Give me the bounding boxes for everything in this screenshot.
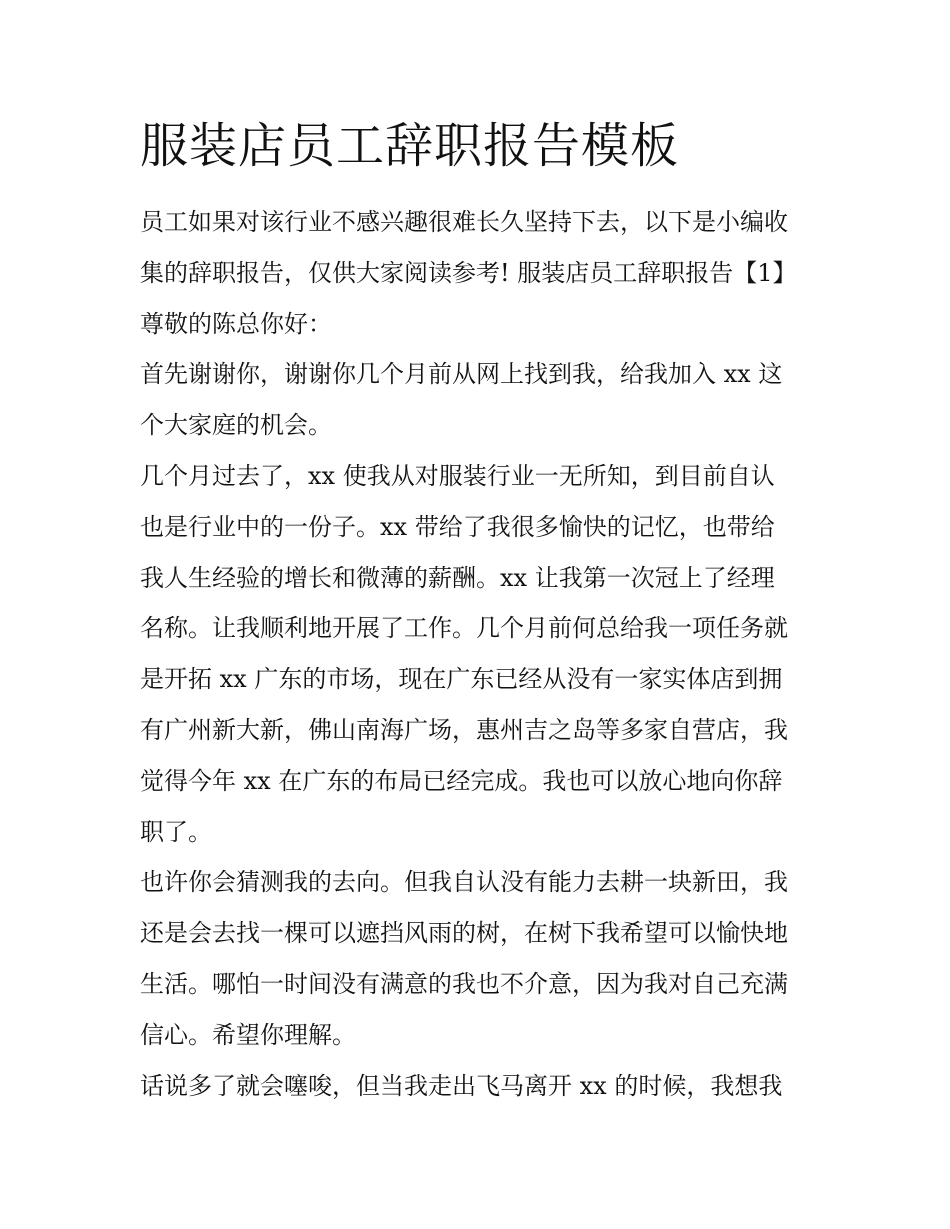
body-line: 信心。希望你理解。 [140,1020,356,1049]
body-line: 话说多了就会噻唆，但当我走出飞马离开 xx 的时候，我想我 [140,1071,783,1100]
document-body [140,197,820,1111]
body-line: 几个月过去了，xx 使我从对服装行业一无所知，到目前自认 [140,461,775,490]
body-line: 也许你会猜测我的去向。但我自认没有能力去耕一块新田，我 [140,868,788,897]
body-line: 是开拓 xx 广东的市场，现在广东已经从没有一家实体店到拥 [140,665,783,694]
body-line: 集的辞职报告，仅供大家阅读参考! 服装店员工辞职报告【1】 [140,258,797,287]
document-title: 服装店员工辞职报告模板 [140,118,680,174]
body-line: 还是会去找一棵可以遮挡风雨的树，在树下我希望可以愉快地 [140,919,788,948]
body-line: 职了。 [140,817,212,846]
body-line: 个大家庭的机会。 [140,411,332,440]
body-line: 我人生经验的增长和微薄的薪酬。xx 让我第一次冠上了经理 [140,563,775,592]
body-line: 员工如果对该行业不感兴趣很难长久坚持下去，以下是小编收 [140,208,788,236]
body-line: 觉得今年 xx 在广东的布局已经完成。我也可以放心地向你辞 [140,766,783,795]
body-line: 有广州新大新，佛山南海广场，惠州吉之岛等多家自营店，我 [140,715,788,744]
body-line: 名称。让我顺利地开展了工作。几个月前何总给我一项任务就 [140,614,788,643]
salutation-line: 尊敬的陈总你好： [140,309,332,338]
body-line: 生活。哪怕一时间没有满意的我也不介意，因为我对自己充满 [140,969,788,998]
body-line: 首先谢谢你，谢谢你几个月前从网上找到我，给我加入 xx 这 [140,360,783,389]
body-line: 也是行业中的一份子。xx 带给了我很多愉快的记忆，也带给 [140,512,775,541]
